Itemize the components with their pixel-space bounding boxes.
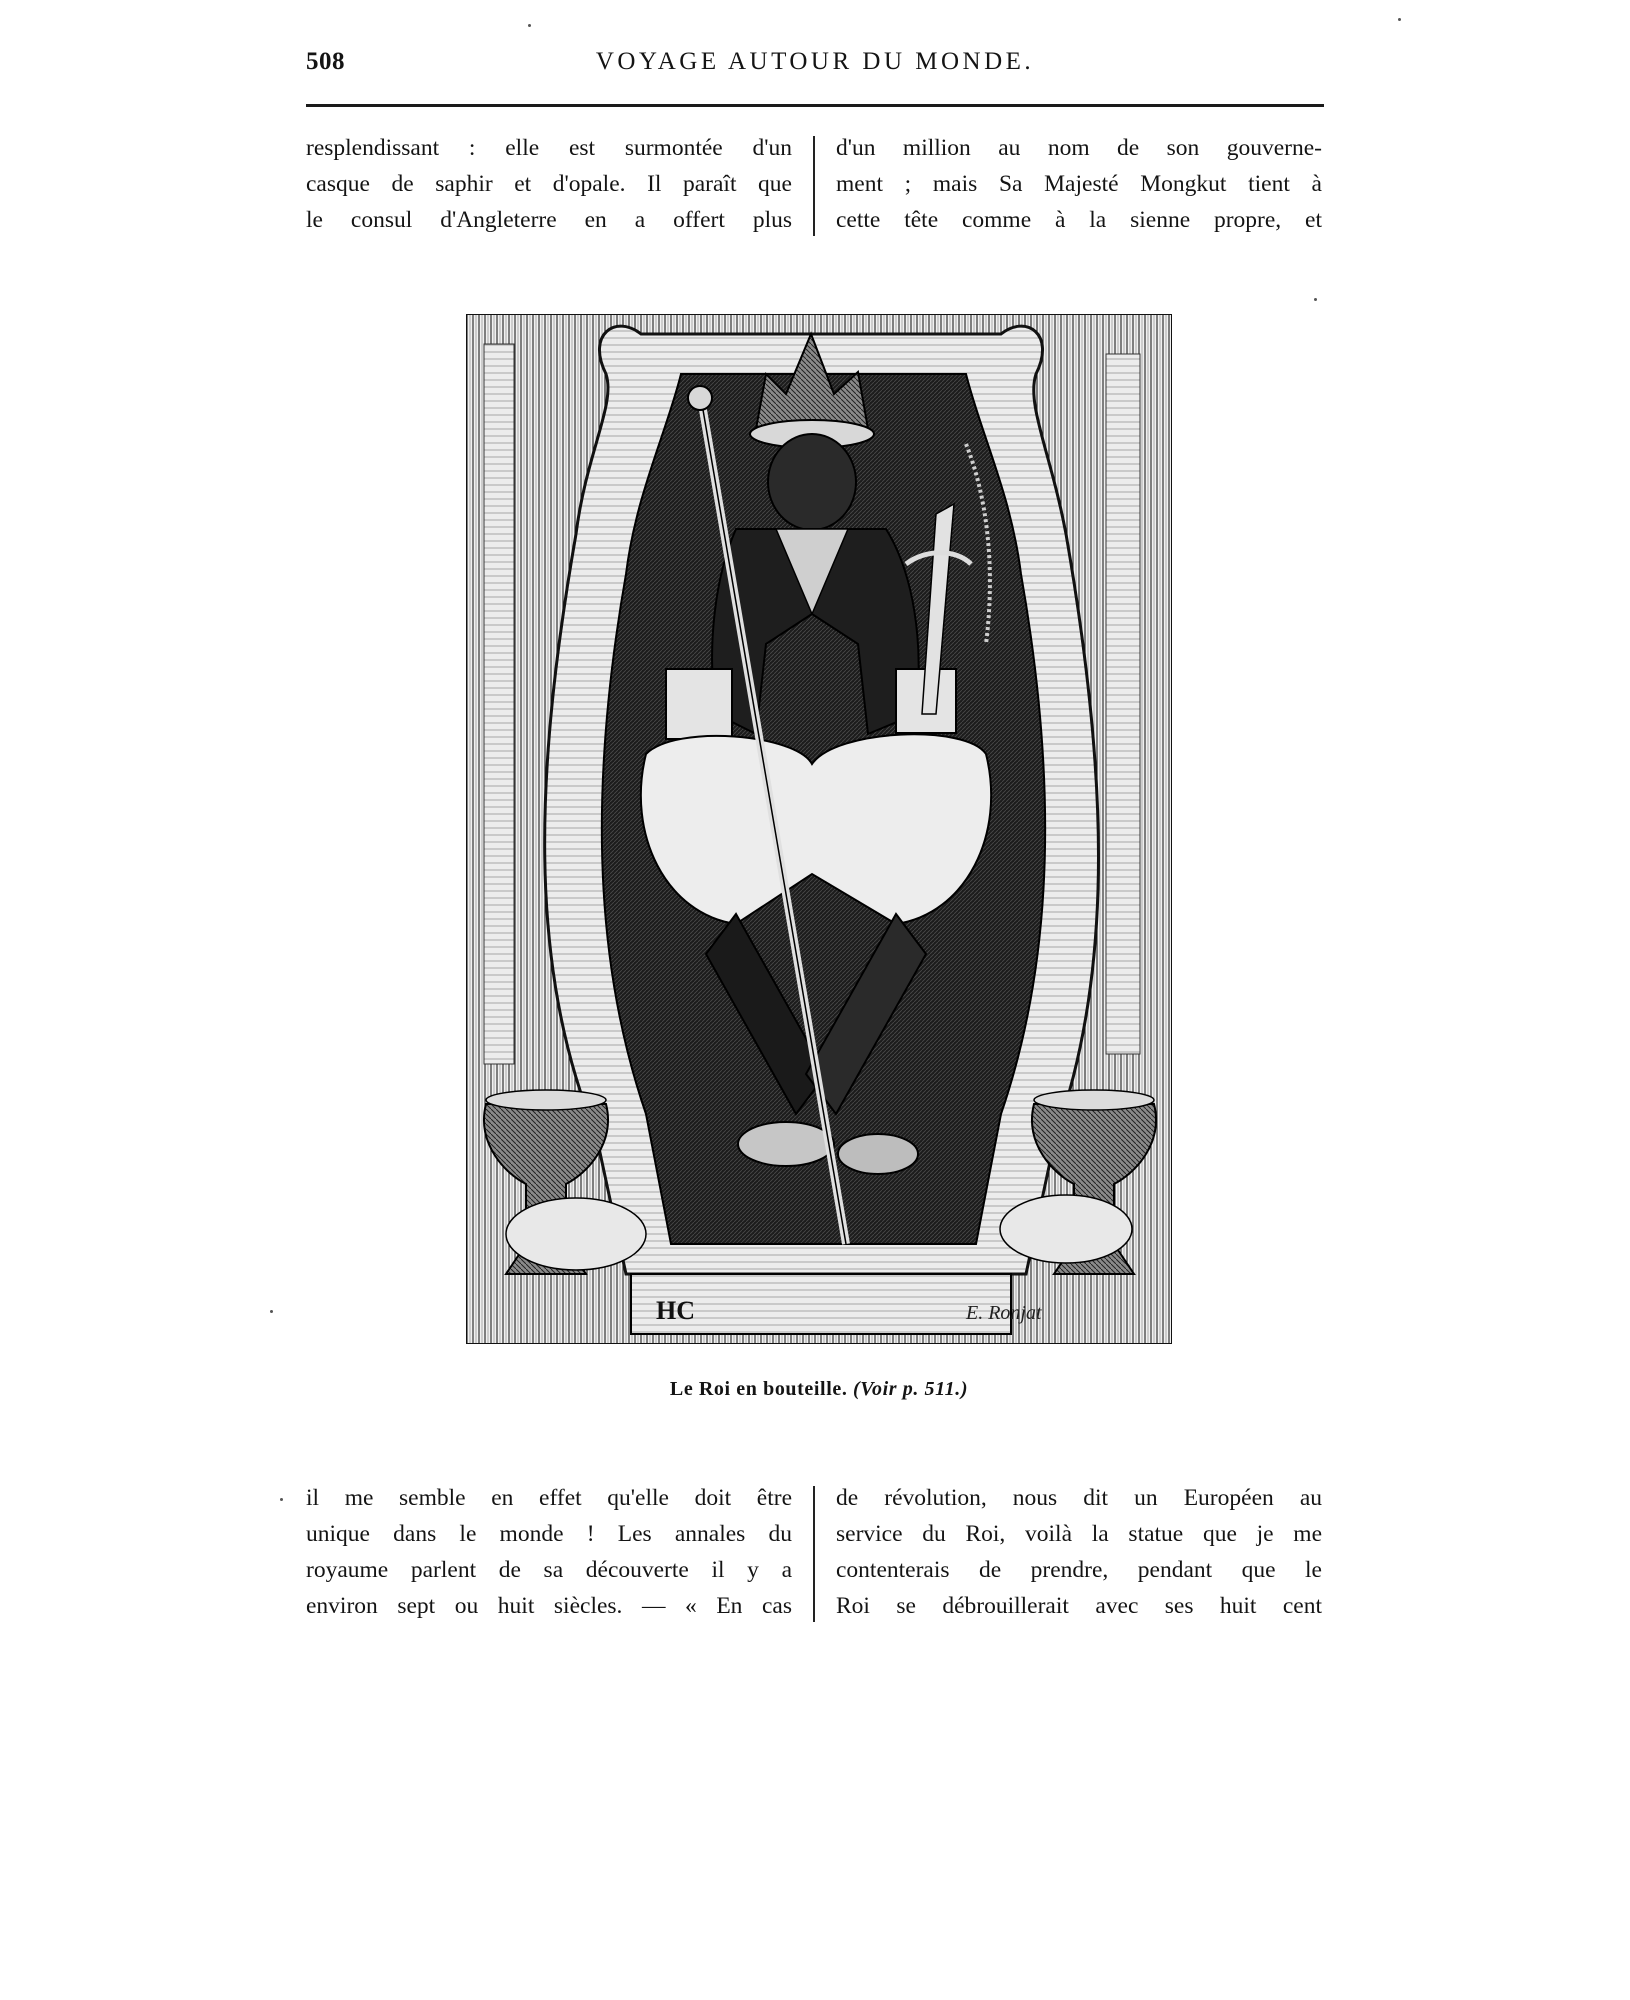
caption-reference: (Voir p. 511.) <box>853 1378 969 1400</box>
engraver-monogram: HC <box>656 1296 695 1325</box>
text-line: ment ; mais Sa Majesté Mongkut tient à <box>836 171 1322 197</box>
page-header <box>306 48 1324 88</box>
bottom-left-column <box>306 1480 792 1624</box>
scan-speck <box>1314 298 1317 301</box>
text-line: casque de saphir et d'opale. Il paraît que <box>306 171 792 197</box>
right-slipper <box>838 1134 918 1174</box>
running-title: VOYAGE AUTOUR DU MONDE. <box>595 48 1035 75</box>
left-cuff <box>666 669 732 739</box>
bottom-right-column <box>836 1480 1322 1624</box>
left-urn-lid <box>486 1090 606 1110</box>
text-line: de révolution, nous dit un Européen au <box>836 1485 1322 1511</box>
scan-speck <box>280 1498 283 1501</box>
text-line: il me semble en effet qu'elle doit être <box>306 1485 792 1511</box>
head <box>768 434 856 530</box>
left-slipper <box>738 1122 834 1166</box>
column-divider <box>813 136 815 236</box>
sceptre-head <box>688 386 712 410</box>
top-left-column <box>306 130 792 238</box>
text-line: environ sept ou huit siècles. — « En cas <box>306 1593 792 1619</box>
left-pillar <box>484 344 514 1064</box>
text-line: unique dans le monde ! Les annales du <box>306 1521 792 1547</box>
left-cushion <box>506 1198 646 1270</box>
text-line: le consul d'Angleterre en a offert plus <box>306 207 792 233</box>
page-number: 508 <box>306 48 345 75</box>
scan-speck <box>528 24 531 27</box>
text-line: d'un million au nom de son gouverne- <box>836 135 1322 161</box>
scan-speck <box>1398 18 1401 21</box>
right-pillar <box>1106 354 1140 1054</box>
artist-signature: E. Ronjat <box>966 1302 1042 1324</box>
column-divider <box>813 1486 815 1622</box>
header-rule <box>306 104 1324 107</box>
top-right-column <box>836 130 1322 238</box>
scan-speck <box>270 1310 273 1313</box>
figure-caption <box>466 1378 1172 1401</box>
text-line: resplendissant : elle est surmontée d'un <box>306 135 792 161</box>
right-urn-lid <box>1034 1090 1154 1110</box>
right-cushion <box>1000 1195 1132 1263</box>
caption-title: Le Roi en bouteille. <box>669 1378 848 1400</box>
text-line: service du Roi, voilà la statue que je me <box>836 1521 1322 1547</box>
engraving-illustration <box>466 314 1172 1344</box>
text-line: royaume parlent de sa découverte il y a <box>306 1557 792 1583</box>
text-line: cette tête comme à la sienne propre, et <box>836 207 1322 233</box>
text-line: Roi se débrouillerait avec ses huit cent <box>836 1593 1322 1619</box>
text-line: contenterais de prendre, pendant que le <box>836 1557 1322 1583</box>
